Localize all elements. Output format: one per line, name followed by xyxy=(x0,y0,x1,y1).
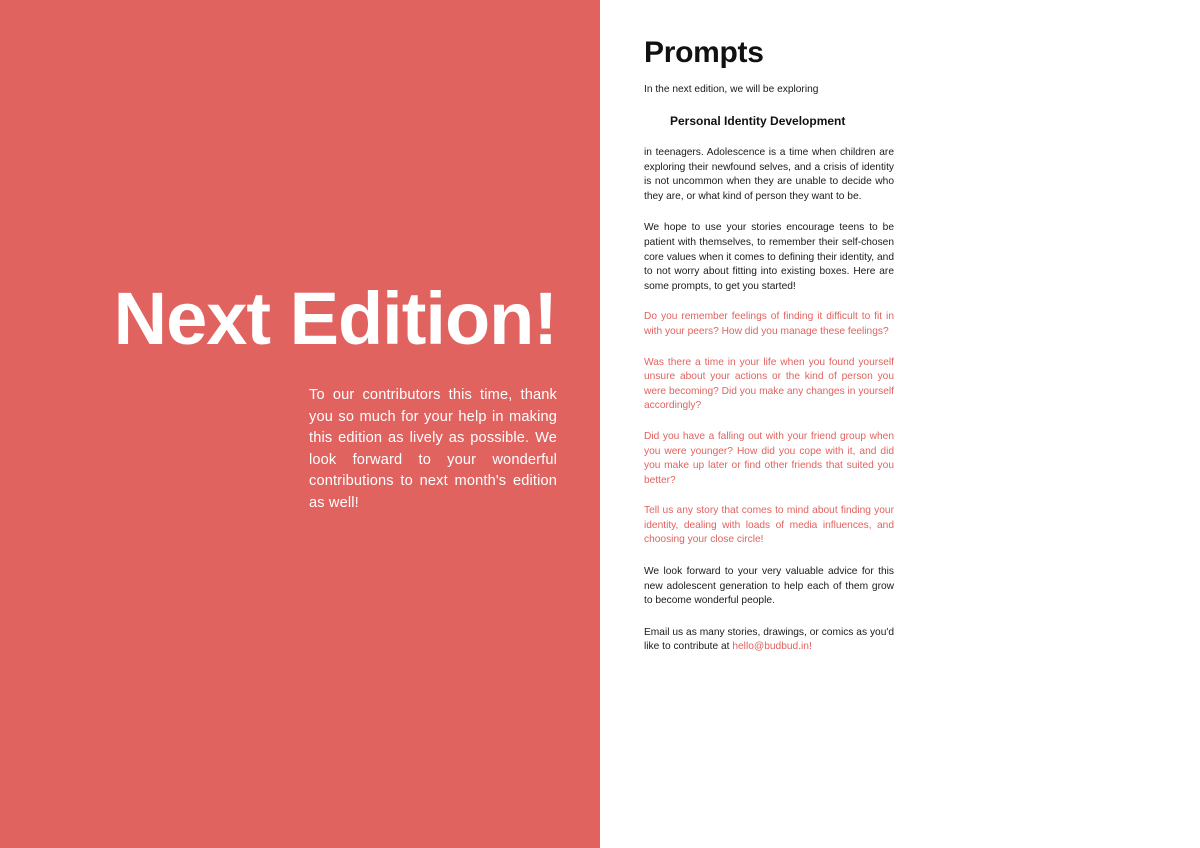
prompt-item-3: Did you have a falling out with your friend group when you were younger? How did you cope with it, and did you make up later or find other friends that suited you better? xyxy=(644,430,894,486)
left-content-block xyxy=(0,279,557,514)
email-lead-text: Email us as many stories, drawings, or comics as you'd like to contribute at xyxy=(644,626,894,653)
prompt-item-2: Was there a time in your life when you found yourself unsure about your actions or the kind of person you were becoming? Did you make any changes in yourself accordingly? xyxy=(644,356,894,412)
body-paragraph-1: in teenagers. Adolescence is a time when children are exploring their newfound selves, and a crisis of identity is not uncommon when they are unable to decide who they are, or what kind of person they want to be. xyxy=(644,147,894,202)
prompt-item-1: Do you remember feelings of finding it difficult to fit in with your peers? How did you manage these feelings? xyxy=(644,311,894,337)
email-link[interactable]: hello@budbud.in! xyxy=(732,641,812,653)
intro-line: In the next edition, we will be exploring xyxy=(644,84,819,95)
prompts-content-block xyxy=(644,36,894,655)
prompt-item-4: Tell us any story that comes to mind about finding your identity, dealing with loads of media influences, and choosing your close circle! xyxy=(644,505,894,546)
contributor-thanks-paragraph: To our contributors this time, thank you so much for your help in making this edition as lively as possible. We look forward to your wonderful contributions to next month's edition as well! xyxy=(309,387,557,511)
page-title: Prompts xyxy=(644,36,764,69)
next-edition-headline: Next Edition! xyxy=(113,277,557,360)
topic-subheading: Personal Identity Development xyxy=(670,114,846,128)
closing-paragraph: We look forward to your very valuable advice for this new adolescent generation to help each of them grow to become wonderful people. xyxy=(644,566,894,607)
right-white-panel xyxy=(600,0,1200,848)
email-paragraph xyxy=(644,626,894,655)
body-paragraph-2: We hope to use your stories encourage teens to be patient with themselves, to remember their self-chosen core values when it comes to defining their identity, and to not worry about fitting into existing boxes. Here are some prompts, to get you started! xyxy=(644,222,894,292)
